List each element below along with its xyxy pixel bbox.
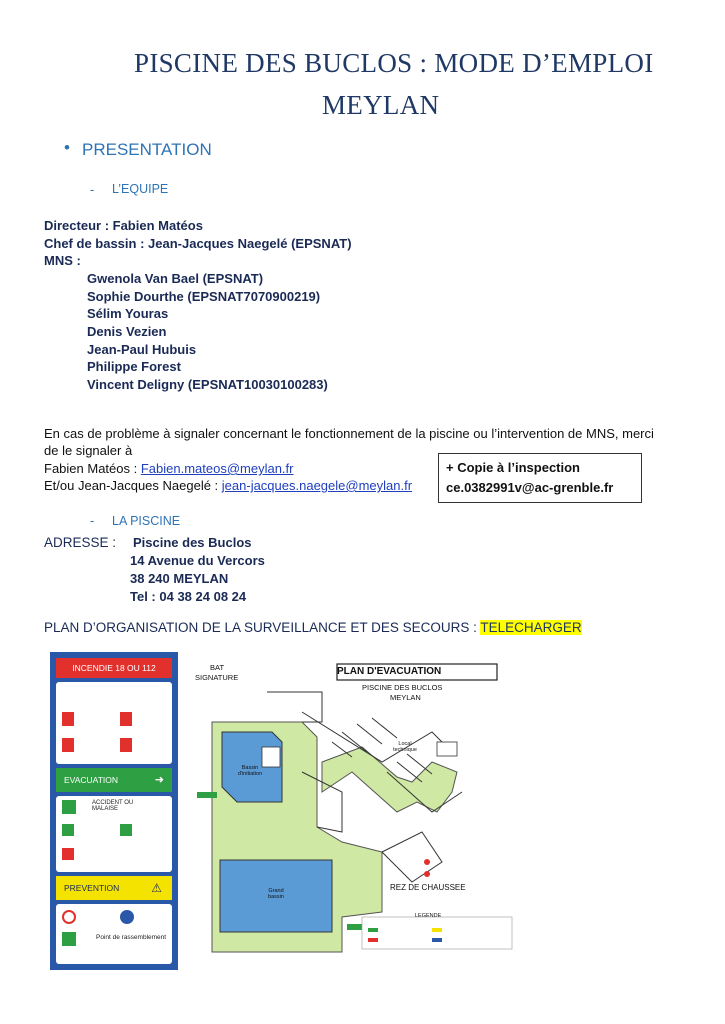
plan-title: PLAN D'EVACUATION	[337, 666, 442, 677]
mns-member: Denis Vezien	[87, 324, 167, 339]
alarm-icon	[62, 738, 74, 752]
section-heading-presentation: PRESENTATION	[82, 140, 212, 159]
incendie-banner: INCENDIE 18 OU 112	[56, 658, 172, 678]
mns-member: Gwenola Van Bael (EPSNAT)	[87, 271, 264, 286]
problem-text-1: En cas de problème à signaler concernant le fonctionnement de la piscine ou l’intervention de MNS, merci	[44, 426, 654, 441]
legend-box	[362, 917, 512, 949]
incendie-instructions	[56, 682, 172, 764]
mns-member: Vincent Deligny (EPSNAT10030100283)	[87, 377, 328, 392]
safety-instructions-panel	[50, 652, 178, 970]
mandatory-icon	[120, 910, 134, 924]
page-title-line-1: PISCINE DES BUCLOS : MODE D’EMPLOI	[134, 48, 654, 78]
grand-bassin-label: Grand bassin	[268, 888, 284, 900]
subheading-equipe: L’EQUIPE	[112, 182, 169, 196]
fire-extinguisher-marker-icon	[424, 859, 430, 865]
extinguisher-icon	[62, 712, 74, 726]
bassin-initiation-label: Bassin d'initiation	[237, 765, 263, 777]
bat-label: BAT	[210, 663, 225, 672]
contact-2-prefix: Et/ou Jean-Jacques Naegelé :	[44, 478, 222, 493]
legende-label: LEGENDE	[415, 913, 442, 919]
circle-room	[262, 747, 280, 767]
assembly-point-icon	[62, 932, 76, 946]
chef-bassin-line: Chef de bassin : Jean-Jacques Naegelé (EPSNAT)	[44, 236, 352, 251]
accident-instructions	[56, 796, 172, 872]
mns-label: MNS :	[44, 253, 81, 268]
fire-extinguisher-marker-icon	[424, 871, 430, 877]
copy-box-line-2: ce.0382991v@ac-grenble.fr	[446, 480, 614, 495]
subheading-la-piscine: LA PISCINE	[112, 514, 181, 528]
evacuation-banner	[56, 768, 172, 792]
signature-label: SIGNATURE	[195, 673, 239, 682]
copy-inspection-box	[438, 453, 642, 503]
plan-subtitle-1: PISCINE DES BUCLOS	[362, 683, 443, 692]
plan-label: PLAN D’ORGANISATION DE LA SURVEILLANCE ET DES SECOURS :	[44, 620, 481, 635]
telecharger-link[interactable]: TELECHARGER	[480, 620, 582, 635]
no-move-icon	[62, 848, 74, 860]
evacuation-floor-plan	[182, 652, 522, 970]
problem-text-2: de le signaler à	[44, 443, 133, 458]
prevention-instructions	[56, 904, 172, 964]
accident-label: ACCIDENT OU MALAISE	[92, 800, 134, 812]
adresse-line: 38 240 MEYLAN	[130, 571, 229, 586]
prevention-banner	[56, 876, 172, 900]
copy-box-line-1: + Copie à l’inspection	[446, 460, 580, 475]
directeur-line: Directeur : Fabien Matéos	[44, 218, 203, 233]
mns-member: Jean-Paul Hubuis	[87, 342, 197, 357]
adresse-label: ADRESSE :	[44, 535, 117, 550]
evacuation-label: EVACUATION	[64, 775, 118, 785]
exit-arrow-icon	[197, 792, 217, 798]
prevention-label: PREVENTION	[64, 883, 120, 893]
adresse-line: 14 Avenue du Vercors	[130, 553, 265, 568]
mns-member: Sophie Dourthe (EPSNAT7070900219)	[87, 289, 321, 304]
contact-2	[44, 477, 412, 495]
mns-member: Sélim Youras	[87, 306, 169, 321]
phone-icon	[62, 824, 74, 836]
running-man-icon: ➜	[154, 774, 164, 786]
no-elevator-icon	[120, 712, 132, 726]
plan-line	[44, 620, 582, 635]
extinguisher-legend-icon	[437, 742, 457, 756]
mns-member: Philippe Forest	[87, 359, 181, 374]
contact-2-email-link[interactable]: jean-jacques.naegele@meylan.fr	[221, 478, 413, 493]
section-bullet: •	[64, 138, 70, 157]
local-technique-label: Local technique	[393, 741, 417, 753]
no-smoking-icon	[62, 910, 76, 924]
plan-subtitle-2: MEYLAN	[390, 693, 421, 702]
adresse-line: Tel : 04 38 24 08 24	[130, 589, 247, 604]
contact-1-prefix: Fabien Matéos :	[44, 461, 141, 476]
contact-1-email-link[interactable]: Fabien.mateos@meylan.fr	[140, 461, 294, 476]
sub-dash-piscine: -	[90, 513, 95, 528]
adresse-line: Piscine des Buclos	[133, 535, 252, 550]
warning-icon: ⚠	[151, 881, 162, 895]
defibrillator-icon	[120, 824, 132, 836]
page-title-line-2: MEYLAN	[322, 90, 440, 120]
rez-de-chaussee-label: REZ DE CHAUSSEE	[390, 883, 466, 892]
contact-1	[44, 460, 293, 478]
first-aid-icon	[62, 800, 76, 814]
door-icon	[120, 738, 132, 752]
rassemblement-label: Point de rassemblement	[96, 934, 167, 941]
sub-dash-equipe: -	[90, 182, 95, 197]
